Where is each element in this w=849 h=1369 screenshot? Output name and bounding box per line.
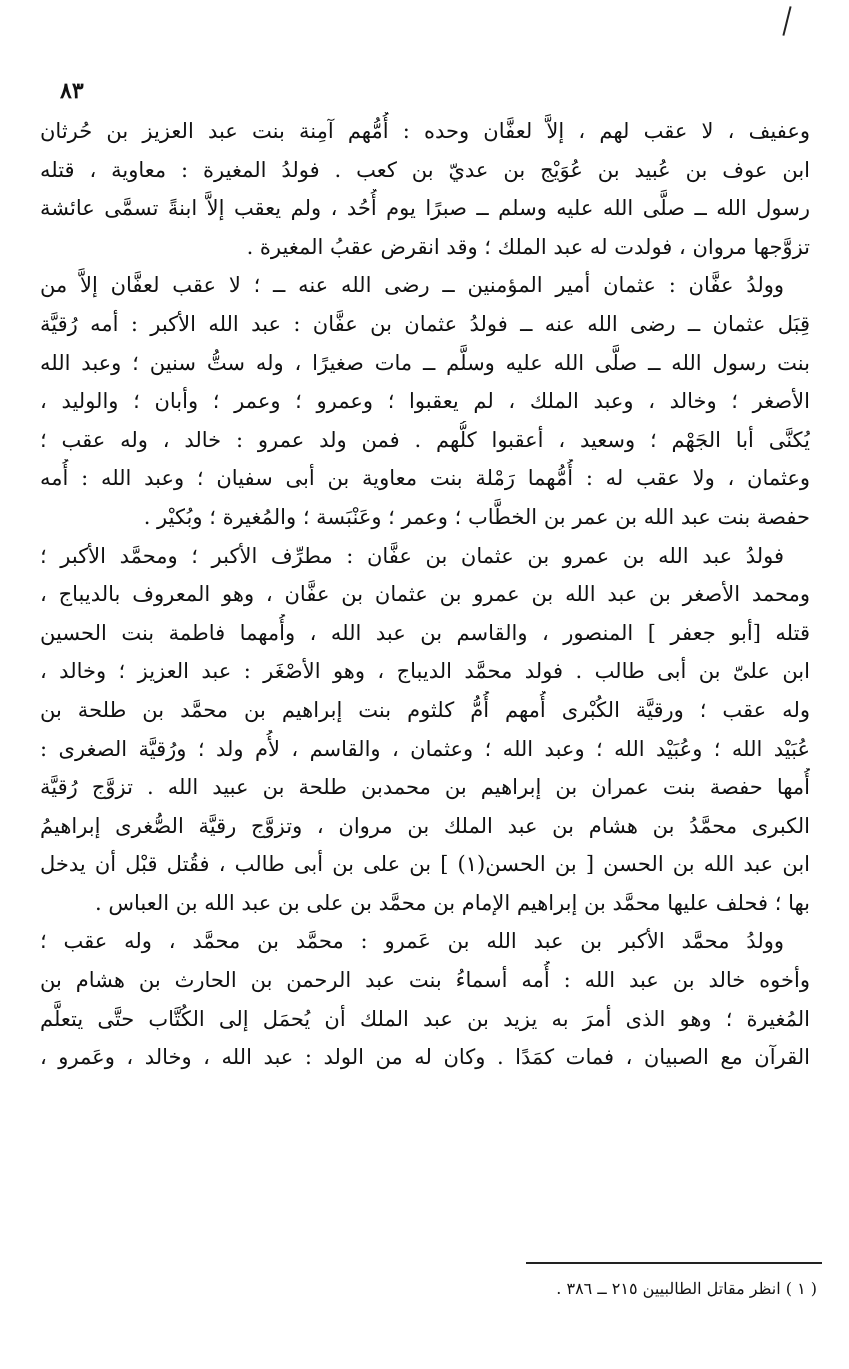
text-line: تزوَّجها مروان ، فولدت له عبد الملك ؛ وقد انقرض عقبُ المغيرة . bbox=[246, 234, 810, 259]
text-line: يُكنَّى أبا الجَهْم ؛ وسعيد ، أعقبوا كلُّهم . فمن ولد عمرو : خالد ، وله عقب ؛ bbox=[40, 427, 810, 452]
text-line: وولدُ عفَّان : عثمان أمير المؤمنين ــ رضى الله عنه ــ ؛ لا عقب لعفَّان إلاَّ من bbox=[40, 273, 784, 298]
text-line: رسول الله ــ صلَّى الله عليه وسلم ــ صبرًا يوم أُحُد ، ولم يعقب إلاَّ ابنةً تسمَّى عائشة bbox=[40, 196, 810, 221]
text-line: بنت رسول الله ــ صلَّى الله عليه وسلَّم ــ مات صغيرًا ، وله ستُّ سنين ؛ وعبد الله bbox=[40, 350, 810, 375]
text-line: أُمها حفصة بنت عمران بن إبراهيم بن محمدبن طلحة بن عبيد الله . تزوَّج رُقيَّة bbox=[40, 775, 810, 800]
text-line: وعثمان ، ولا عقب له : أُمُّهما رَمْلة بنت معاوية بن أبى سفيان ؛ وعبد الله : أُمه bbox=[40, 466, 810, 491]
text-line: فولدُ عبد الله بن عمرو بن عثمان بن عفَّان : مطرِّف الأكبر ؛ ومحمَّد الأكبر ؛ bbox=[40, 543, 784, 568]
text-line: بها ؛ فحلف عليها محمَّد بن إبراهيم الإمام بن محمَّد بن على بن عبد الله بن العباس . bbox=[94, 890, 810, 915]
pen-mark bbox=[782, 6, 791, 36]
text-line: ابن عبد الله بن الحسن [ بن الحسن(١) ] بن على بن أبى طالب ، فقُتل قبْل أن يدخل bbox=[40, 852, 810, 877]
text-line: قتله [أبو جعفر ] المنصور ، والقاسم بن عبد الله ، وأُمهما فاطمة بنت الحسين bbox=[40, 620, 810, 645]
text-line: ابن عوف بن عُبيد بن عُوَيْج بن عديّ بن كعب . فولدُ المغيرة : معاوية ، قتله bbox=[40, 157, 810, 182]
text-line: عُبَيْد الله ؛ وعُبَيْد الله ؛ وعبد الله ؛ وعثمان ، والقاسم ، لأُم ولد ؛ ورُقيَّة الصغرى : bbox=[40, 736, 810, 761]
text-line: الكبرى محمَّدُ بن هشام بن عبد الملك بن مروان ، وتزوَّج رقيَّة الصُّغرى إبراهيمُ bbox=[40, 813, 810, 838]
text-line: المُغيرة ؛ وهو الذى أمرَ به يزيد بن عبد الملك أن يُحمَل إلى الكُتَّاب حتَّى يتعلَّم bbox=[40, 1006, 810, 1031]
text-line: وله عقب ؛ ورقيَّة الكُبْرى أُمهم أُمُّ كلثوم بنت إبراهيم بن محمَّد بن طلحة بن bbox=[40, 697, 810, 722]
footnote: ( ١ ) انظر مقاتل الطالبيين ٢١٥ ــ ٣٨٦ . bbox=[556, 1279, 817, 1298]
body-text bbox=[40, 112, 810, 1077]
page-number: ٨٣ bbox=[60, 78, 84, 104]
text-line: ابن علىّ بن أبى طالب . فولد محمَّد الديباج ، وهو الأصْغَر : عبد العزيز ؛ وخالد ، bbox=[40, 659, 810, 684]
footnote-divider bbox=[526, 1262, 822, 1264]
text-line: الأصغر ؛ وخالد ، وعبد الملك ، لم يعقبوا ؛ وعمرو ؛ وعمر ؛ وأبان ؛ والوليد ، bbox=[40, 389, 810, 414]
text-line: القرآن مع الصبيان ، فمات كمَدًا . وكان له من الولد : عبد الله ، وخالد ، وعَمرو ، bbox=[40, 1045, 810, 1070]
text-line: وولدُ محمَّد الأكبر بن عبد الله بن عَمرو : محمَّد بن محمَّد ، وله عقب ؛ bbox=[40, 929, 784, 954]
text-line: وأخوه خالد بن عبد الله : أُمه أسماءُ بنت عبد الرحمن بن الحارث بن هشام بن bbox=[40, 968, 810, 993]
text-line: حفصة بنت عبد الله بن عمر بن الخطَّاب ؛ وعمر ؛ وعَنْبَسة ؛ والمُغيرة ؛ وبُكيْر . bbox=[143, 504, 810, 529]
text-line: وعفيف ، لا عقب لهم ، إلاَّ لعفَّان وحده : أُمُّهم آمِنة بنت عبد العزيز بن حُرثان bbox=[40, 119, 810, 143]
text-line: ومحمد الأصغر بن عبد الله بن عمرو بن عثمان بن عفَّان ، وهو المعروف بالديباج ، bbox=[40, 582, 810, 607]
text-line: قِبَل عثمان ــ رضى الله عنه ــ فولدُ عثمان بن عفَّان : عبد الله الأكبر : أمه رُقيَّة bbox=[40, 311, 810, 336]
